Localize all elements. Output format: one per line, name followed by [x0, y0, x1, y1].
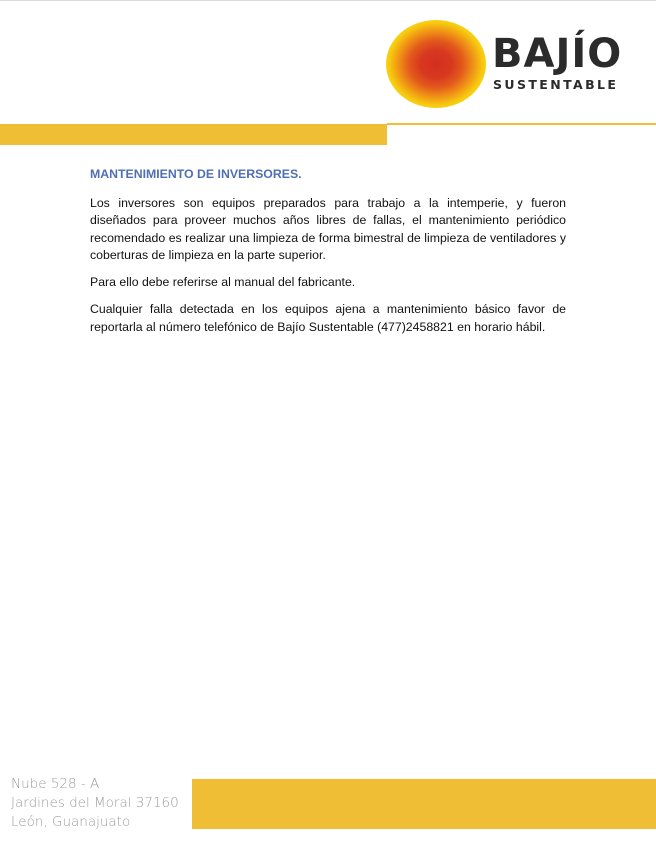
header-accent-line [387, 123, 656, 125]
header-accent-bar [0, 124, 387, 145]
logo-wordmark: BAJÍO [492, 31, 623, 77]
logo-subtitle: SUSTENTABLE [493, 77, 619, 92]
footer-address [11, 775, 191, 832]
address-line-street: Nube 528 - A [11, 776, 100, 792]
address-line-city: León, Guanajuato [11, 814, 131, 830]
paragraph-inverters: Los inversores son equipos preparados para trabajo a la intemperie, y fueron diseñados para proveer muchos años libres de fallas, el mantenimiento periódico recomendado es realizar una limpieza de forma bimestral de limpieza de ventiladores y coberturas de limpieza en la parte superior. [90, 196, 566, 262]
paragraph-contact: Cualquier falla detectada en los equipos ajena a mantenimiento básico favor de reportarla al número telefónico de Bajío Sustentable (477)2458821 en horario hábil. [90, 302, 566, 334]
section-heading: MANTENIMIENTO DE INVERSORES. [90, 167, 302, 181]
top-divider [0, 0, 656, 1]
document-body [90, 166, 566, 346]
company-logo [386, 20, 646, 110]
paragraph-manual: Para ello debe referirse al manual del fabricante. [90, 275, 356, 290]
footer-accent-bar [192, 779, 656, 829]
sun-logo-icon [386, 20, 486, 108]
address-line-neighborhood: Jardines del Moral 37160 [11, 795, 179, 811]
